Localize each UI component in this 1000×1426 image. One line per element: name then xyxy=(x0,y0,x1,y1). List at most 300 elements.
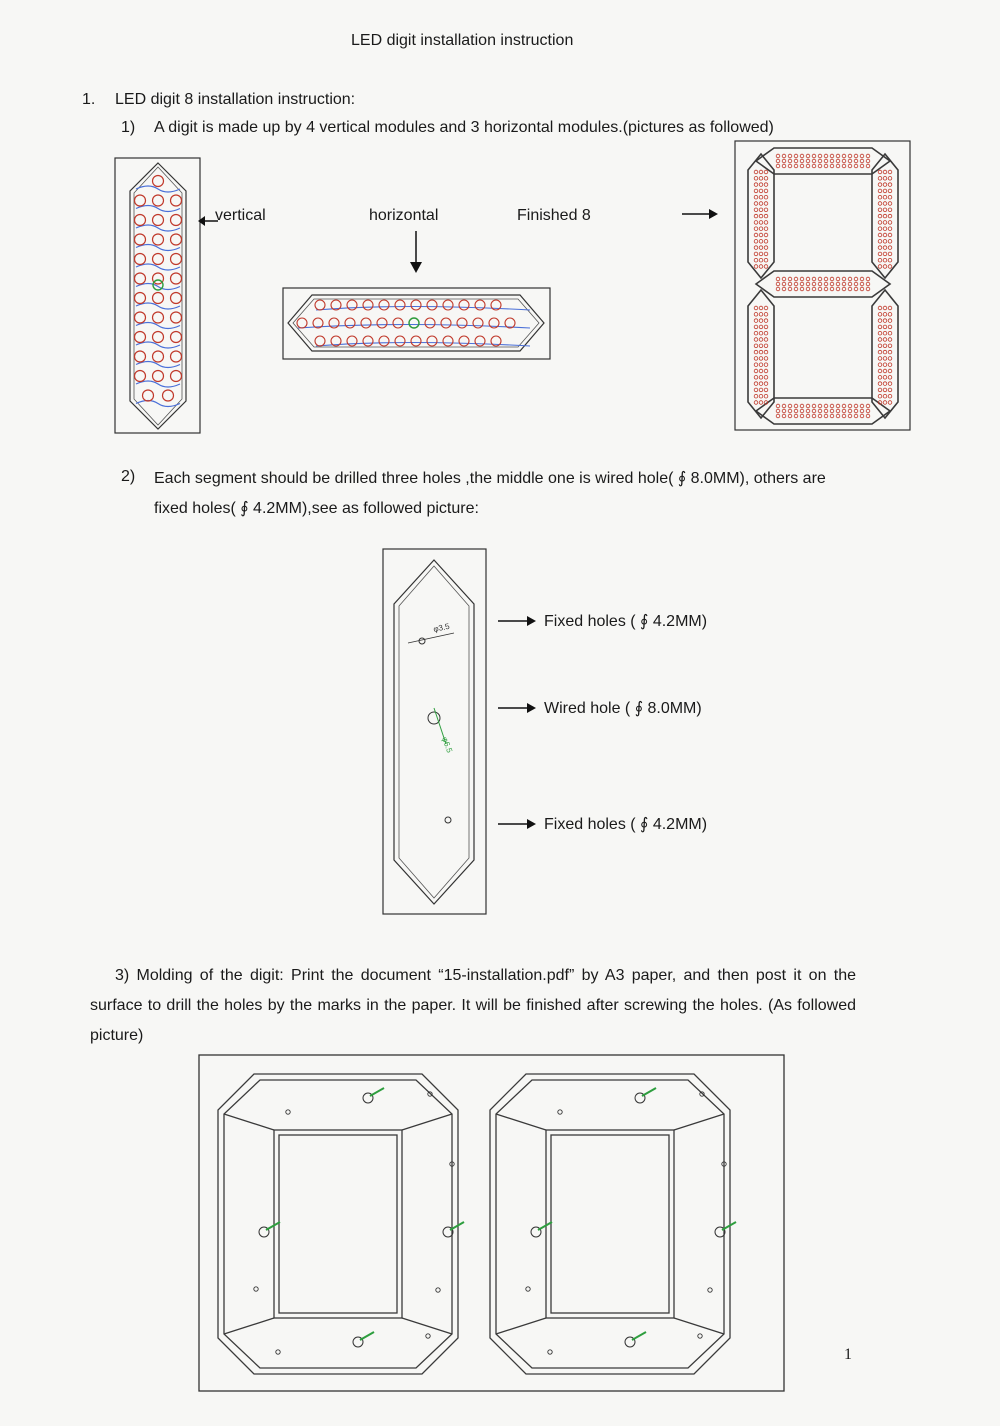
led-dot xyxy=(888,363,892,367)
item1-number: 1) xyxy=(121,119,136,136)
led-dot xyxy=(425,318,435,328)
led-dot xyxy=(860,404,864,408)
led-dot xyxy=(866,414,870,418)
fixed-hole xyxy=(698,1334,702,1338)
led-dot xyxy=(135,273,146,284)
led-dot xyxy=(818,154,822,158)
led-dot xyxy=(842,159,846,163)
led-dot xyxy=(830,159,834,163)
led-dot xyxy=(153,351,164,362)
led-dot xyxy=(883,246,887,250)
horizontal-module-figure xyxy=(282,287,552,361)
led-dot xyxy=(812,404,816,408)
template-window-inner xyxy=(279,1135,397,1313)
led-dot xyxy=(135,332,146,343)
led-dot xyxy=(888,306,892,310)
led-dot xyxy=(759,394,763,398)
led-dot xyxy=(363,336,373,346)
led-dot xyxy=(379,300,389,310)
led-dot xyxy=(163,390,174,401)
section-number: 1. xyxy=(82,91,96,108)
led-dot xyxy=(878,331,882,335)
led-dot xyxy=(794,159,798,163)
fixed-hole xyxy=(286,1110,290,1114)
led-dot xyxy=(754,388,758,392)
callout-fixed-bottom-label: Fixed holes ( ∮ 4.2MM) xyxy=(544,816,708,833)
led-dot xyxy=(754,189,758,193)
led-dot xyxy=(888,319,892,323)
led-dot xyxy=(878,394,882,398)
led-dot xyxy=(866,282,870,286)
led-dot xyxy=(754,246,758,250)
led-dot xyxy=(754,240,758,244)
led-dot xyxy=(764,202,768,206)
led-dot xyxy=(443,300,453,310)
led-dot xyxy=(842,409,846,413)
led-dot xyxy=(788,287,792,291)
led-dot xyxy=(794,404,798,408)
led-dot xyxy=(824,277,828,281)
led-dot xyxy=(754,177,758,181)
led-dot xyxy=(888,208,892,212)
led-dot xyxy=(883,195,887,199)
led-dot xyxy=(754,252,758,256)
led-dot xyxy=(888,376,892,380)
led-dot xyxy=(806,409,810,413)
led-dot xyxy=(866,404,870,408)
item1-text: A digit is made up by 4 vertical modules and 3 horizontal modules.(pictures as followed) xyxy=(154,119,774,136)
led-dot xyxy=(878,227,882,231)
led-dot xyxy=(800,277,804,281)
led-dot xyxy=(800,164,804,168)
led-dot xyxy=(153,215,164,226)
led-dot xyxy=(754,331,758,335)
callout-fixed-top-label: Fixed holes ( ∮ 4.2MM) xyxy=(544,613,708,630)
led-dot xyxy=(878,325,882,329)
led-dot xyxy=(754,170,758,174)
led-dot xyxy=(441,318,451,328)
led-dot xyxy=(878,376,882,380)
wire-hole-mark xyxy=(409,318,419,328)
led-dot xyxy=(794,277,798,281)
led-dot xyxy=(836,159,840,163)
led-dot xyxy=(830,164,834,168)
led-dot xyxy=(830,287,834,291)
led-dot xyxy=(818,164,822,168)
led-dot xyxy=(759,189,763,193)
led-dot xyxy=(888,195,892,199)
drilling-template-figure xyxy=(198,1054,786,1394)
led-dot xyxy=(764,325,768,329)
led-dot xyxy=(754,363,758,367)
led-dot xyxy=(171,215,182,226)
led-dot xyxy=(888,350,892,354)
led-dot xyxy=(883,202,887,206)
template-joint xyxy=(224,1318,274,1334)
led-dot xyxy=(883,350,887,354)
led-dot xyxy=(171,195,182,206)
led-dot xyxy=(759,246,763,250)
led-dot xyxy=(878,319,882,323)
led-dot xyxy=(812,287,816,291)
led-dot xyxy=(883,258,887,262)
led-dot xyxy=(883,183,887,187)
led-dot xyxy=(776,409,780,413)
template-outer xyxy=(218,1074,458,1374)
led-dot xyxy=(764,363,768,367)
led-dot xyxy=(315,300,325,310)
led-dot xyxy=(860,409,864,413)
led-dot xyxy=(759,265,763,269)
led-dot xyxy=(860,282,864,286)
led-dot xyxy=(878,265,882,269)
led-dot xyxy=(759,363,763,367)
led-dot xyxy=(764,331,768,335)
led-dot xyxy=(788,277,792,281)
led-dot xyxy=(836,414,840,418)
led-dot xyxy=(754,376,758,380)
led-dot xyxy=(794,287,798,291)
led-dot xyxy=(759,350,763,354)
led-dot xyxy=(759,306,763,310)
led-dot xyxy=(754,221,758,225)
led-dot xyxy=(878,208,882,212)
led-dot xyxy=(818,159,822,163)
led-dot xyxy=(764,382,768,386)
led-dot xyxy=(888,252,892,256)
led-dot xyxy=(171,254,182,265)
dim-wired-label: φ6.5 xyxy=(440,735,455,755)
led-dot xyxy=(754,265,758,269)
led-dot xyxy=(759,388,763,392)
item2-text-line2: fixed holes( ∮ 4.2MM),see as followed picture: xyxy=(154,500,479,517)
led-dot xyxy=(888,394,892,398)
led-dot xyxy=(824,164,828,168)
led-dot xyxy=(297,318,307,328)
led-dot xyxy=(764,233,768,237)
led-dot xyxy=(143,390,154,401)
led-dot xyxy=(764,344,768,348)
led-dot xyxy=(888,325,892,329)
led-dot xyxy=(818,414,822,418)
led-dot xyxy=(888,344,892,348)
led-dot xyxy=(776,277,780,281)
led-dot xyxy=(776,282,780,286)
led-dot xyxy=(782,414,786,418)
led-dot xyxy=(888,233,892,237)
led-dot xyxy=(754,350,758,354)
led-dot xyxy=(759,357,763,361)
led-dot xyxy=(764,177,768,181)
led-dot xyxy=(754,369,758,373)
dim-fixed-label: φ3.5 xyxy=(432,621,451,634)
led-dot xyxy=(794,154,798,158)
led-dot xyxy=(824,404,828,408)
led-dot xyxy=(395,300,405,310)
label-finished-8: Finished 8 xyxy=(517,207,591,224)
led-dot xyxy=(764,195,768,199)
led-dot xyxy=(153,293,164,304)
led-dot xyxy=(848,404,852,408)
led-dot xyxy=(883,227,887,231)
led-dot xyxy=(363,300,373,310)
led-dot xyxy=(347,300,357,310)
led-dot xyxy=(888,240,892,244)
led-dot xyxy=(135,215,146,226)
led-dot xyxy=(848,414,852,418)
led-dot xyxy=(764,221,768,225)
led-dot xyxy=(888,258,892,262)
led-dot xyxy=(836,154,840,158)
led-dot xyxy=(866,287,870,291)
template-outer-inner xyxy=(496,1080,724,1368)
led-dot xyxy=(776,414,780,418)
wired-hole-mark xyxy=(370,1088,384,1096)
led-dot xyxy=(764,388,768,392)
led-dot xyxy=(135,293,146,304)
led-dot xyxy=(806,414,810,418)
led-dot xyxy=(888,246,892,250)
led-dot xyxy=(764,252,768,256)
led-dot xyxy=(754,319,758,323)
led-dot xyxy=(883,369,887,373)
led-dot xyxy=(883,357,887,361)
led-dot xyxy=(754,195,758,199)
led-dot xyxy=(135,351,146,362)
led-dot xyxy=(776,404,780,408)
led-dot xyxy=(794,409,798,413)
led-dot xyxy=(888,214,892,218)
led-dot xyxy=(171,312,182,323)
led-dot xyxy=(764,357,768,361)
led-dot xyxy=(848,164,852,168)
template-joint xyxy=(224,1114,274,1130)
led-dot xyxy=(776,164,780,168)
led-dot xyxy=(153,176,164,187)
wired-hole-mark xyxy=(266,1222,280,1230)
led-dot xyxy=(171,273,182,284)
led-dot xyxy=(824,409,828,413)
led-dot xyxy=(782,277,786,281)
led-dot xyxy=(764,319,768,323)
led-dot xyxy=(854,277,858,281)
led-dot xyxy=(878,357,882,361)
led-dot xyxy=(824,282,828,286)
led-dot xyxy=(759,214,763,218)
led-dot xyxy=(759,240,763,244)
led-dot xyxy=(806,404,810,408)
item2-number: 2) xyxy=(121,468,136,485)
led-dot xyxy=(135,371,146,382)
led-dot xyxy=(788,154,792,158)
arrow-right-icon xyxy=(498,702,536,714)
led-dot xyxy=(759,376,763,380)
led-dot xyxy=(800,287,804,291)
led-dot xyxy=(883,170,887,174)
led-dot xyxy=(393,318,403,328)
arrow-right-icon xyxy=(498,615,536,627)
led-dot xyxy=(473,318,483,328)
label-horizontal: horizontal xyxy=(369,207,439,224)
led-dot xyxy=(759,401,763,405)
template-window xyxy=(546,1130,674,1318)
led-dot xyxy=(830,409,834,413)
led-dot xyxy=(888,170,892,174)
led-dot xyxy=(800,159,804,163)
led-dot xyxy=(764,313,768,317)
led-dot xyxy=(135,312,146,323)
led-dot xyxy=(836,287,840,291)
led-dot xyxy=(842,282,846,286)
led-dot xyxy=(361,318,371,328)
led-dot xyxy=(883,319,887,323)
callout-fixed-top xyxy=(498,611,707,631)
led-dot xyxy=(754,382,758,386)
led-dot xyxy=(836,409,840,413)
led-dot xyxy=(764,208,768,212)
led-dot xyxy=(878,170,882,174)
led-dot xyxy=(153,254,164,265)
led-dot xyxy=(794,164,798,168)
led-dot xyxy=(888,227,892,231)
segment-upper-right xyxy=(872,154,898,278)
led-dot xyxy=(754,233,758,237)
segment-drill-figure xyxy=(382,548,488,916)
led-dot xyxy=(818,409,822,413)
led-dot xyxy=(759,331,763,335)
led-dot xyxy=(806,277,810,281)
led-dot xyxy=(818,404,822,408)
led-dot xyxy=(782,287,786,291)
template-joint xyxy=(402,1114,452,1130)
led-dot xyxy=(848,409,852,413)
led-dot xyxy=(411,300,421,310)
led-dot xyxy=(854,164,858,168)
led-dot xyxy=(842,164,846,168)
led-dot xyxy=(788,414,792,418)
led-dot xyxy=(848,282,852,286)
led-dot xyxy=(153,332,164,343)
led-dot xyxy=(883,388,887,392)
led-dot xyxy=(764,258,768,262)
led-dot xyxy=(788,159,792,163)
led-dot xyxy=(377,318,387,328)
led-dot xyxy=(842,154,846,158)
led-dot xyxy=(888,388,892,392)
led-dot xyxy=(427,300,437,310)
led-dot xyxy=(475,300,485,310)
led-dot xyxy=(854,159,858,163)
fixed-hole xyxy=(548,1350,552,1354)
led-dot xyxy=(878,369,882,373)
led-dot xyxy=(836,164,840,168)
led-dot xyxy=(782,159,786,163)
led-dot xyxy=(800,409,804,413)
led-dot xyxy=(754,325,758,329)
led-dot xyxy=(842,414,846,418)
led-dot xyxy=(754,202,758,206)
led-dot xyxy=(854,404,858,408)
led-dot xyxy=(806,154,810,158)
led-dot xyxy=(754,313,758,317)
led-dot xyxy=(878,338,882,342)
led-dot xyxy=(759,208,763,212)
led-dot xyxy=(860,414,864,418)
led-dot xyxy=(764,170,768,174)
led-dot xyxy=(878,252,882,256)
arrow-left-icon xyxy=(198,215,218,227)
arrow-right-icon xyxy=(498,818,536,830)
vertical-module-figure xyxy=(114,157,202,435)
led-dot xyxy=(860,159,864,163)
led-dot xyxy=(883,214,887,218)
led-dot xyxy=(806,159,810,163)
led-dot xyxy=(759,338,763,342)
page-title: LED digit installation instruction xyxy=(351,32,574,49)
led-dot xyxy=(842,277,846,281)
led-dot xyxy=(759,227,763,231)
led-dot xyxy=(347,336,357,346)
led-dot xyxy=(759,202,763,206)
led-dot xyxy=(764,369,768,373)
led-dot xyxy=(806,282,810,286)
led-dot xyxy=(854,409,858,413)
callout-fixed-bottom xyxy=(498,814,707,834)
led-dot xyxy=(754,183,758,187)
led-dot xyxy=(764,240,768,244)
led-dot xyxy=(818,277,822,281)
led-dot xyxy=(824,159,828,163)
led-dot xyxy=(888,331,892,335)
led-dot xyxy=(759,319,763,323)
led-dot xyxy=(153,371,164,382)
led-dot xyxy=(759,252,763,256)
led-dot xyxy=(824,154,828,158)
led-dot xyxy=(764,350,768,354)
fixed-hole xyxy=(276,1350,280,1354)
led-dot xyxy=(788,282,792,286)
led-dot xyxy=(878,183,882,187)
led-dot xyxy=(830,154,834,158)
led-dot xyxy=(759,177,763,181)
led-dot xyxy=(854,414,858,418)
led-dot xyxy=(878,313,882,317)
led-dot xyxy=(878,246,882,250)
led-dot xyxy=(860,164,864,168)
item2-text-line1: Each segment should be drilled three holes ,the middle one is wired hole( ∮ 8.0MM), others are xyxy=(154,470,826,487)
callout-wired xyxy=(498,698,702,718)
led-dot xyxy=(764,394,768,398)
label-vertical: vertical xyxy=(215,207,266,224)
template-outer-inner xyxy=(224,1080,452,1368)
led-dot xyxy=(888,221,892,225)
led-dot xyxy=(848,154,852,158)
led-dot xyxy=(153,234,164,245)
led-dot xyxy=(830,414,834,418)
led-dot xyxy=(759,233,763,237)
led-dot xyxy=(171,371,182,382)
led-dot xyxy=(794,414,798,418)
led-dot xyxy=(764,306,768,310)
led-dot xyxy=(836,282,840,286)
template-outer xyxy=(490,1074,730,1374)
led-dot xyxy=(878,240,882,244)
led-dot xyxy=(812,409,816,413)
led-dot xyxy=(883,233,887,237)
led-dot xyxy=(888,382,892,386)
led-dot xyxy=(395,336,405,346)
led-dot xyxy=(888,177,892,181)
